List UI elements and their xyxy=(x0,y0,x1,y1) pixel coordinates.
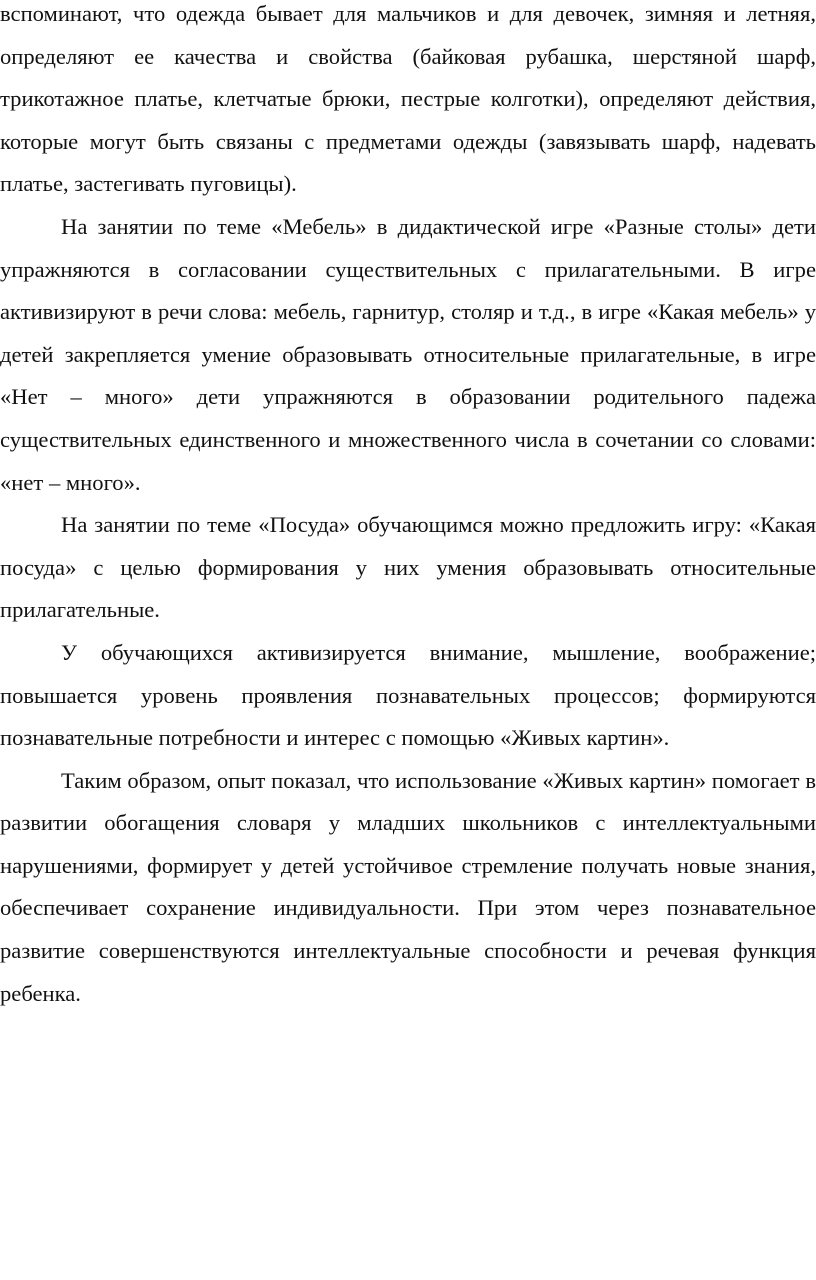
paragraph-activation: У обучающихся активизируется внимание, мышление, воображение; повышается уровень проявления познавательных процессов; формируются познавательные потребности и интерес с помощью «Живых картин». xyxy=(0,639,816,751)
paragraph-dishes-lesson: На занятии по теме «Посуда» обучающимся можно предложить игру: «Какая посуда» с целью формирования у них умения образовывать относительные прилагательные. xyxy=(0,512,816,623)
paragraph-clothing-continuation: вспоминают, что одежда бывает для мальчиков и для девочек, зимняя и летняя, определяют ее качества и свойства (байковая рубашка, шерстяной шарф, трикотажное платье, клетчатые брюки, пестрые колготки), определяют действия, которые могут быть связаны с предметами одежды (завязывать шарф, надевать платье, застегивать пуговицы). xyxy=(0,1,816,197)
paragraph-conclusion: Таким образом, опыт показал, что использование «Живых картин» помогает в развитии обогащения словаря у младших школьников с интеллектуальными нарушениями, формирует у детей устойчивое стремление получать новые знания, обеспечивает сохранение индивидуальности. При этом через познавательное развитие совершенствуются интеллектуальные способности и речевая функция ребенка. xyxy=(0,767,816,1006)
paragraph-furniture-lesson: На занятии по теме «Мебель» в дидактической игре «Разные столы» дети упражняются в согласовании существительных с прилагательными. В игре активизируют в речи слова: мебель, гарнитур, столяр и т.д., в игре «Какая мебель» у детей закрепляется умение образовывать относительные прилагательные, в игре «Нет – много» дети упражняются в образовании родительного падежа существительных единственного и множественного числа в сочетании со словами: «нет – много». xyxy=(0,213,816,495)
